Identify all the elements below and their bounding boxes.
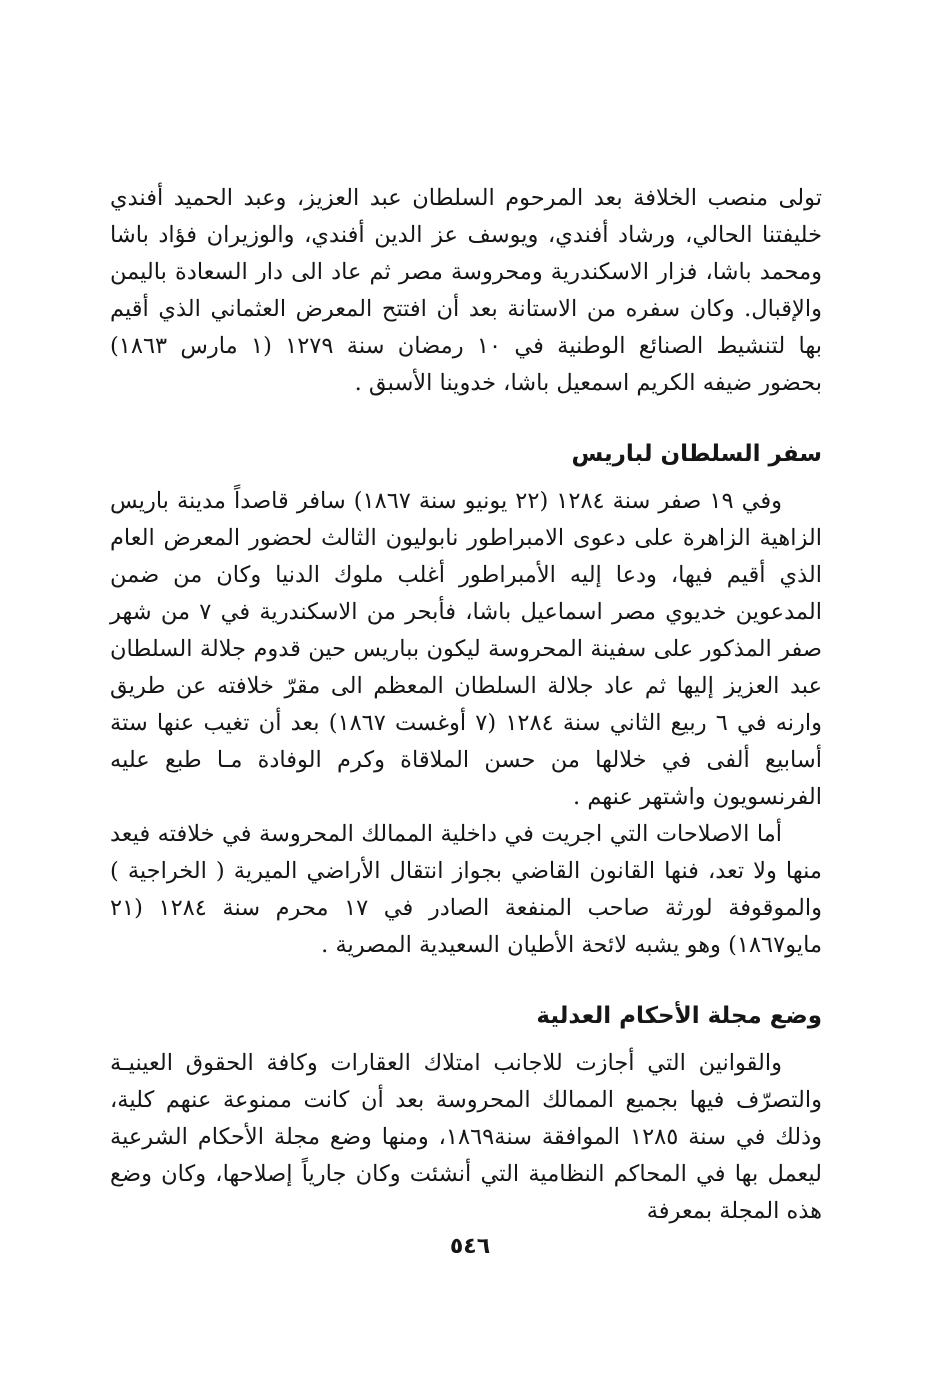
paragraph-succession: تولى منصب الخلافة بعد المرحوم السلطان عبد العزيز، وعبد الحميد أفندي خليفتنا الحالي، ورشاد أفندي، ويوسف عز الدين أفندي، والوزيران فؤاد باشا ومحمد باشا، فزار الاسكندرية ومحروسة مصر ثم عاد الى دار السعادة باليمن والإقبال. وكان سفره من الاستانة بعد أن افتتح المعرض العثماني الذي أقيم بها لتنشيط الصنائع الوطنية في ١٠ رمضان سنة ١٢٧٩ (١ مارس ١٨٦٣) بحضور ضيفه الكريم اسمعيل باشا، خدوينا الأسبق . [110, 185, 822, 396]
section-heading-sultan-trip-paris: سفر السلطان لباريس [571, 441, 822, 467]
paragraph-foreign-property-laws: والقوانين التي أجازت للاجانب امتلاك العقارات وكافة الحقوق العينيـة والتصرّف فيها بجميع الممالك المحروسة بعد أن كانت ممنوعة عنهم كلية، وذلك في سنة ١٢٨٥ الموافقة سنة١٨٦٩، ومنها وضع مجلة الأحكام الشرعية ليعمل بها في المحاكم النظامية التي أنشئت وكان جارياً إصلاحها، وكان وضع هذه المجلة بمعرفة [110, 1050, 822, 1224]
page-body [110, 180, 822, 1230]
page-number: ٥٤٦ [449, 1234, 491, 1259]
paragraph-reforms: أما الاصلاحات التي اجريت في داخلية الممالك المحروسة في خلافته فيعد منها ولا تعد، فنها القانون القاضي بجواز انتقال الأراضي الميرية ( الخراجية ) والموقوفة لورثة صاحب المنفعة الصادر في ١٧ محرم سنة ١٢٨٤ (٢١ مايو١٨٦٧) وهو يشبه لائحة الأطيان السعيدية المصرية . [110, 821, 822, 958]
paragraph-paris-journey: وفي ١٩ صفر سنة ١٢٨٤ (٢٢ يونيو سنة ١٨٦٧) سافر قاصداً مدينة باريس الزاهية الزاهرة على دعوى الامبراطور نابوليون الثالث لحضور المعرض العام الذي أقيم فيها، ودعا إليه الأمبراطور أغلب ملوك الدنيا وكان من ضمن المدعوين خديوي مصر اسماعيل باشا، فأبحر من الاسكندرية في ٧ من شهر صفر المذكور على سفينة المحروسة ليكون بباريس حين قدوم جلالة السلطان عبد العزيز إليها ثم عاد جلالة السلطان المعظم الى مقرّ خلافته عن طريق وارنه في ٦ ربيع الثاني سنة ١٢٨٤ (٧ أوغست ١٨٦٧) بعد أن تغيب عنها ستة أسابيع ألفى في خلالها من حسن الملاقاة وكرم الوفادة مـا طبع عليه الفرنسويون واشتهر عنهم . [110, 488, 823, 810]
section-heading-majalla: وضع مجلة الأحكام العدلية [536, 1003, 822, 1029]
